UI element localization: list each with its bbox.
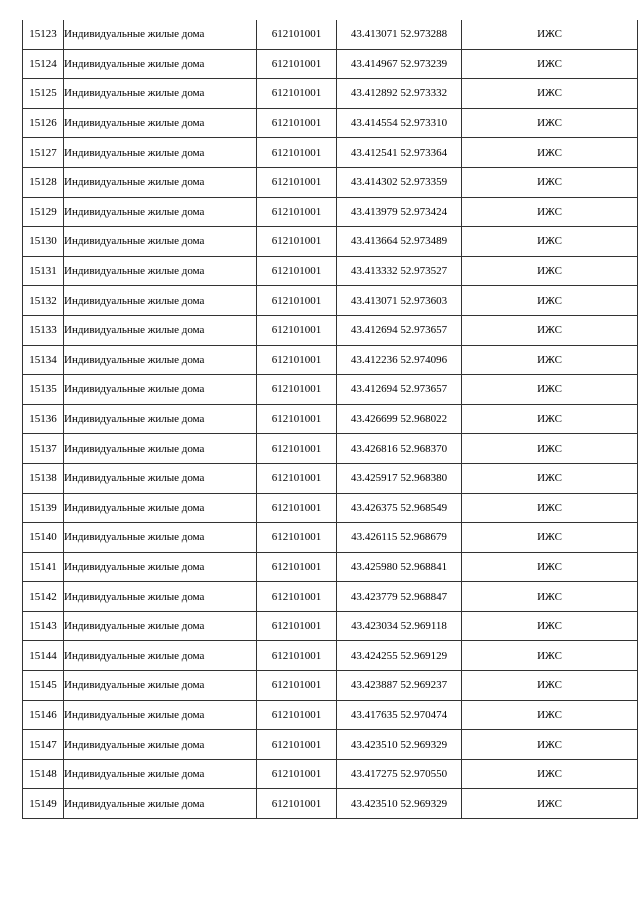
code-cell: 612101001 — [257, 167, 337, 197]
description-cell: Индивидуальные жилые дома — [64, 789, 257, 819]
coordinates-cell: 43.413332 52.973527 — [337, 256, 462, 286]
description-cell: Индивидуальные жилые дома — [64, 138, 257, 168]
type-cell: ИЖС — [462, 375, 638, 405]
description-cell: Индивидуальные жилые дома — [64, 20, 257, 49]
code-cell: 612101001 — [257, 345, 337, 375]
description-cell: Индивидуальные жилые дома — [64, 523, 257, 553]
coordinates-cell: 43.413664 52.973489 — [337, 227, 462, 257]
table-row — [23, 523, 638, 553]
coordinates-cell: 43.423779 52.968847 — [337, 582, 462, 612]
description-cell: Индивидуальные жилые дома — [64, 167, 257, 197]
coordinates-cell: 43.417275 52.970550 — [337, 759, 462, 789]
description-cell: Индивидуальные жилые дома — [64, 700, 257, 730]
record-id-cell: 15149 — [23, 789, 64, 819]
table-row — [23, 582, 638, 612]
coordinates-cell: 43.423887 52.969237 — [337, 671, 462, 701]
record-id-cell: 15126 — [23, 108, 64, 138]
code-cell: 612101001 — [257, 315, 337, 345]
registry-table-body — [23, 20, 638, 819]
code-cell: 612101001 — [257, 434, 337, 464]
description-cell: Индивидуальные жилые дома — [64, 730, 257, 760]
coordinates-cell: 43.426115 52.968679 — [337, 523, 462, 553]
record-id-cell: 15145 — [23, 671, 64, 701]
record-id-cell: 15127 — [23, 138, 64, 168]
type-cell: ИЖС — [462, 345, 638, 375]
record-id-cell: 15138 — [23, 463, 64, 493]
coordinates-cell: 43.426816 52.968370 — [337, 434, 462, 464]
type-cell: ИЖС — [462, 167, 638, 197]
type-cell: ИЖС — [462, 730, 638, 760]
description-cell: Индивидуальные жилые дома — [64, 641, 257, 671]
type-cell: ИЖС — [462, 700, 638, 730]
record-id-cell: 15123 — [23, 20, 64, 49]
description-cell: Индивидуальные жилые дома — [64, 286, 257, 316]
code-cell: 612101001 — [257, 256, 337, 286]
description-cell: Индивидуальные жилые дома — [64, 759, 257, 789]
record-id-cell: 15129 — [23, 197, 64, 227]
table-row — [23, 671, 638, 701]
code-cell: 612101001 — [257, 671, 337, 701]
type-cell: ИЖС — [462, 434, 638, 464]
table-row — [23, 552, 638, 582]
type-cell: ИЖС — [462, 108, 638, 138]
type-cell: ИЖС — [462, 197, 638, 227]
table-row — [23, 286, 638, 316]
record-id-cell: 15125 — [23, 79, 64, 109]
table-row — [23, 730, 638, 760]
record-id-cell: 15146 — [23, 700, 64, 730]
record-id-cell: 15142 — [23, 582, 64, 612]
table-row — [23, 79, 638, 109]
record-id-cell: 15141 — [23, 552, 64, 582]
type-cell: ИЖС — [462, 789, 638, 819]
description-cell: Индивидуальные жилые дома — [64, 79, 257, 109]
record-id-cell: 15143 — [23, 611, 64, 641]
record-id-cell: 15135 — [23, 375, 64, 405]
table-row — [23, 108, 638, 138]
coordinates-cell: 43.423510 52.969329 — [337, 789, 462, 819]
coordinates-cell: 43.412236 52.974096 — [337, 345, 462, 375]
type-cell: ИЖС — [462, 227, 638, 257]
record-id-cell: 15124 — [23, 49, 64, 79]
code-cell: 612101001 — [257, 375, 337, 405]
code-cell: 612101001 — [257, 20, 337, 49]
table-row — [23, 256, 638, 286]
table-row — [23, 611, 638, 641]
type-cell: ИЖС — [462, 20, 638, 49]
code-cell: 612101001 — [257, 227, 337, 257]
description-cell: Индивидуальные жилые дома — [64, 671, 257, 701]
code-cell: 612101001 — [257, 286, 337, 316]
code-cell: 612101001 — [257, 789, 337, 819]
coordinates-cell: 43.425917 52.968380 — [337, 463, 462, 493]
record-id-cell: 15136 — [23, 404, 64, 434]
code-cell: 612101001 — [257, 730, 337, 760]
code-cell: 612101001 — [257, 463, 337, 493]
code-cell: 612101001 — [257, 404, 337, 434]
record-id-cell: 15140 — [23, 523, 64, 553]
coordinates-cell: 43.414554 52.973310 — [337, 108, 462, 138]
description-cell: Индивидуальные жилые дома — [64, 256, 257, 286]
code-cell: 612101001 — [257, 493, 337, 523]
coordinates-cell: 43.417635 52.970474 — [337, 700, 462, 730]
record-id-cell: 15130 — [23, 227, 64, 257]
record-id-cell: 15132 — [23, 286, 64, 316]
description-cell: Индивидуальные жилые дома — [64, 434, 257, 464]
code-cell: 612101001 — [257, 108, 337, 138]
table-row — [23, 789, 638, 819]
record-id-cell: 15139 — [23, 493, 64, 523]
coordinates-cell: 43.412541 52.973364 — [337, 138, 462, 168]
record-id-cell: 15137 — [23, 434, 64, 464]
table-row — [23, 404, 638, 434]
record-id-cell: 15131 — [23, 256, 64, 286]
table-row — [23, 315, 638, 345]
description-cell: Индивидуальные жилые дома — [64, 582, 257, 612]
description-cell: Индивидуальные жилые дома — [64, 345, 257, 375]
code-cell: 612101001 — [257, 197, 337, 227]
record-id-cell: 15147 — [23, 730, 64, 760]
code-cell: 612101001 — [257, 523, 337, 553]
table-row — [23, 138, 638, 168]
record-id-cell: 15148 — [23, 759, 64, 789]
description-cell: Индивидуальные жилые дома — [64, 49, 257, 79]
coordinates-cell: 43.412694 52.973657 — [337, 315, 462, 345]
code-cell: 612101001 — [257, 641, 337, 671]
code-cell: 612101001 — [257, 611, 337, 641]
coordinates-cell: 43.425980 52.968841 — [337, 552, 462, 582]
registry-table — [22, 20, 638, 819]
coordinates-cell: 43.414302 52.973359 — [337, 167, 462, 197]
type-cell: ИЖС — [462, 582, 638, 612]
table-row — [23, 20, 638, 49]
type-cell: ИЖС — [462, 256, 638, 286]
table-row — [23, 197, 638, 227]
description-cell: Индивидуальные жилые дома — [64, 197, 257, 227]
table-row — [23, 463, 638, 493]
coordinates-cell: 43.412892 52.973332 — [337, 79, 462, 109]
type-cell: ИЖС — [462, 315, 638, 345]
table-row — [23, 167, 638, 197]
code-cell: 612101001 — [257, 79, 337, 109]
table-row — [23, 227, 638, 257]
coordinates-cell: 43.413071 52.973288 — [337, 20, 462, 49]
type-cell: ИЖС — [462, 641, 638, 671]
description-cell: Индивидуальные жилые дома — [64, 315, 257, 345]
type-cell: ИЖС — [462, 286, 638, 316]
coordinates-cell: 43.424255 52.969129 — [337, 641, 462, 671]
code-cell: 612101001 — [257, 700, 337, 730]
table-row — [23, 49, 638, 79]
type-cell: ИЖС — [462, 759, 638, 789]
coordinates-cell: 43.413979 52.973424 — [337, 197, 462, 227]
type-cell: ИЖС — [462, 404, 638, 434]
type-cell: ИЖС — [462, 493, 638, 523]
description-cell: Индивидуальные жилые дома — [64, 108, 257, 138]
type-cell: ИЖС — [462, 463, 638, 493]
record-id-cell: 15144 — [23, 641, 64, 671]
type-cell: ИЖС — [462, 79, 638, 109]
type-cell: ИЖС — [462, 523, 638, 553]
type-cell: ИЖС — [462, 552, 638, 582]
table-row — [23, 759, 638, 789]
coordinates-cell: 43.426699 52.968022 — [337, 404, 462, 434]
table-row — [23, 641, 638, 671]
code-cell: 612101001 — [257, 49, 337, 79]
code-cell: 612101001 — [257, 552, 337, 582]
coordinates-cell: 43.413071 52.973603 — [337, 286, 462, 316]
record-id-cell: 15134 — [23, 345, 64, 375]
table-row — [23, 345, 638, 375]
table-row — [23, 493, 638, 523]
coordinates-cell: 43.423510 52.969329 — [337, 730, 462, 760]
coordinates-cell: 43.423034 52.969118 — [337, 611, 462, 641]
description-cell: Индивидуальные жилые дома — [64, 611, 257, 641]
type-cell: ИЖС — [462, 49, 638, 79]
description-cell: Индивидуальные жилые дома — [64, 227, 257, 257]
type-cell: ИЖС — [462, 671, 638, 701]
code-cell: 612101001 — [257, 138, 337, 168]
description-cell: Индивидуальные жилые дома — [64, 463, 257, 493]
record-id-cell: 15133 — [23, 315, 64, 345]
table-row — [23, 700, 638, 730]
code-cell: 612101001 — [257, 582, 337, 612]
coordinates-cell: 43.414967 52.973239 — [337, 49, 462, 79]
description-cell: Индивидуальные жилые дома — [64, 404, 257, 434]
description-cell: Индивидуальные жилые дома — [64, 493, 257, 523]
description-cell: Индивидуальные жилые дома — [64, 552, 257, 582]
type-cell: ИЖС — [462, 611, 638, 641]
record-id-cell: 15128 — [23, 167, 64, 197]
code-cell: 612101001 — [257, 759, 337, 789]
table-row — [23, 375, 638, 405]
type-cell: ИЖС — [462, 138, 638, 168]
coordinates-cell: 43.412694 52.973657 — [337, 375, 462, 405]
table-row — [23, 434, 638, 464]
description-cell: Индивидуальные жилые дома — [64, 375, 257, 405]
coordinates-cell: 43.426375 52.968549 — [337, 493, 462, 523]
